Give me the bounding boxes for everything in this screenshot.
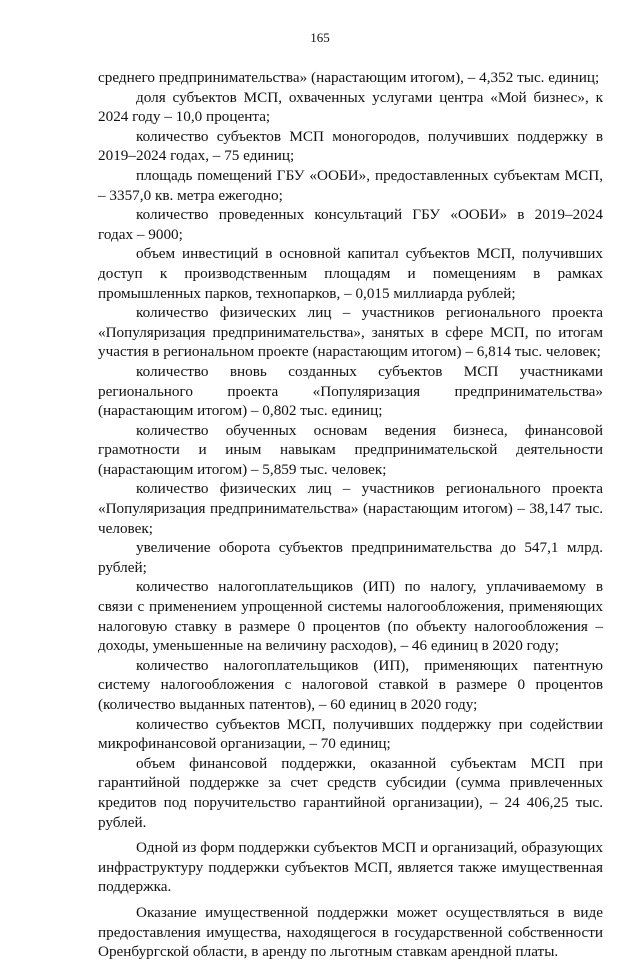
paragraph: среднего предпринимательства» (нарастающим итогом), – 4,352 тыс. единиц; bbox=[98, 69, 600, 86]
paragraph: количество физических лиц – участников регионального проекта «Популяризация предпринимательства», занятых в сфере МСП, по итогам участия в региональном проекте (нарастающим итогом) – 6,814 тыс. человек; bbox=[98, 304, 603, 361]
paragraph: площадь помещений ГБУ «ООБИ», предоставленных субъектам МСП, – 3357,0 кв. метра ежегодно; bbox=[98, 166, 603, 204]
page-number: 165 bbox=[310, 30, 330, 45]
paragraph: количество проведенных консультаций ГБУ «ООБИ» в 2019–2024 годах – 9000; bbox=[98, 206, 603, 243]
paragraph: объем инвестиций в основной капитал субъектов МСП, получивших доступ к производственным площадям и помещениям в рамках промышленных парков, технопарков, – 0,015 миллиарда рублей; bbox=[98, 245, 603, 302]
paragraph: объем финансовой поддержки, оказанной субъектам МСП при гарантийной поддержке за счет средств субсидии (сумма привлеченных кредитов под поручительство гарантийной организации), – 24 406,25 тыс. рублей. bbox=[98, 754, 603, 831]
paragraph: количество вновь созданных субъектов МСП участниками регионального проекта «Популяризация предпринимательства» (нарастающим итогом) – 0,802 тыс. единиц; bbox=[98, 362, 603, 420]
paragraph: количество субъектов МСП моногородов, получивших поддержку в 2019–2024 годах, – 75 единиц; bbox=[98, 127, 603, 165]
paragraph: количество субъектов МСП, получивших поддержку при содействии микрофинансовой организации, – 70 единиц; bbox=[98, 715, 603, 753]
paragraph: Оказание имущественной поддержки может осуществляться в виде предоставления имущества, находящегося в государственной собственности Оренбургской области, в аренду по льготным ставкам арендной платы. bbox=[98, 903, 603, 961]
paragraph: доля субъектов МСП, охваченных услугами центра «Мой бизнес», к 2024 году – 10,0 процента; bbox=[98, 88, 603, 126]
paragraph: Одной из форм поддержки субъектов МСП и организаций, образующих инфраструктуру поддержки субъектов МСП, является также имущественная поддержка. bbox=[98, 839, 603, 896]
paragraph: увеличение оборота субъектов предпринимательства до 547,1 млрд. рублей; bbox=[98, 539, 603, 576]
paragraph: количество налогоплательщиков (ИП) по налогу, уплачиваемому в связи с применением упрощенной системы налогообложения, применяющих налоговую ставку в размере 0 процентов (по объекту налогообложения – доходы, уменьшенные на величину расходов), – 46 единиц в 2020 году; bbox=[98, 578, 603, 655]
paragraph: количество физических лиц – участников регионального проекта «Популяризация предпринимательства» (нарастающим итогом) – 38,147 тыс. человек; bbox=[98, 480, 603, 537]
paragraph: количество налогоплательщиков (ИП), применяющих патентную систему налогообложения с налоговой ставкой в размере 0 процентов (количество выданных патентов), – 60 единиц в 2020 году; bbox=[98, 656, 603, 713]
document-body bbox=[98, 68, 603, 962]
paragraph: количество обученных основам ведения бизнеса, финансовой грамотности и иным навыкам предпринимательской деятельности (нарастающим итогом) – 5,859 тыс. человек; bbox=[98, 421, 603, 478]
